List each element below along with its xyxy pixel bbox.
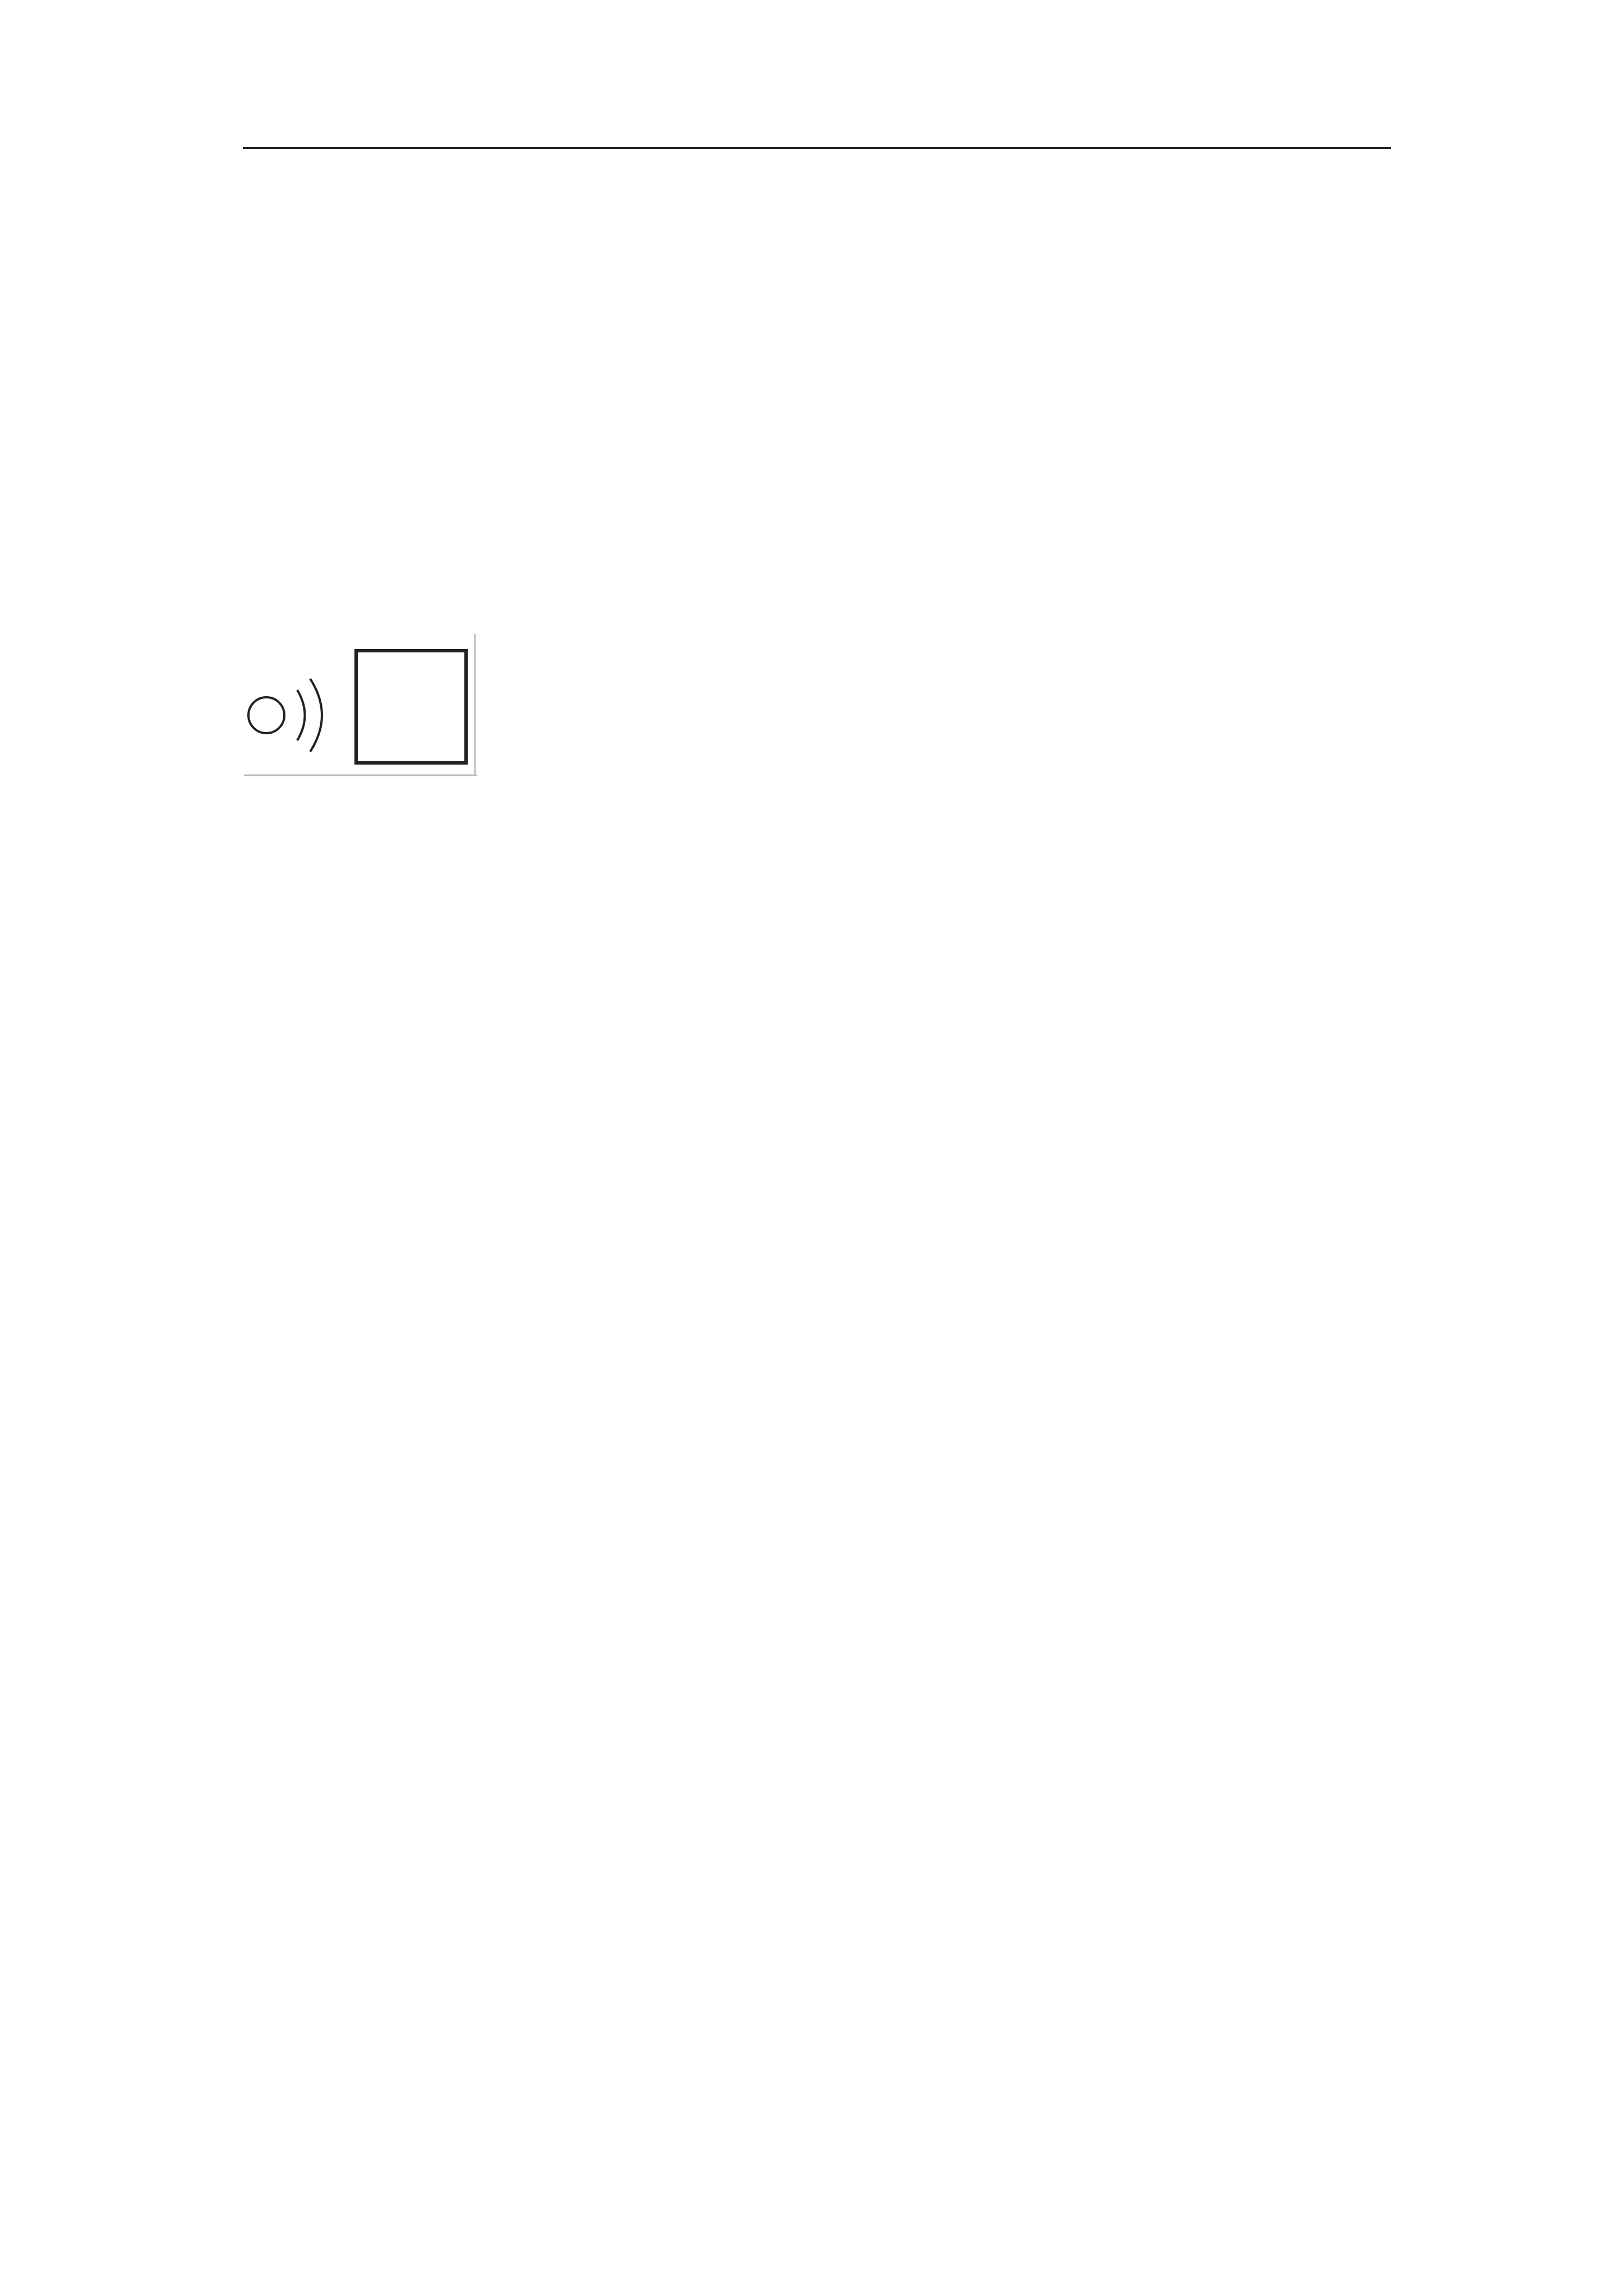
oxygen-shell-2 bbox=[310, 679, 322, 752]
oxygen-nucleus bbox=[248, 697, 284, 733]
sulfur-element-cell bbox=[356, 651, 466, 763]
sulfur-cell-border bbox=[356, 651, 466, 763]
oxygen-shell-1 bbox=[297, 690, 305, 740]
periodic-table-figure bbox=[303, 1301, 1290, 1795]
oxygen-atom-diagram bbox=[248, 679, 322, 752]
q5-figure bbox=[244, 634, 479, 780]
header-rule bbox=[243, 147, 1391, 149]
